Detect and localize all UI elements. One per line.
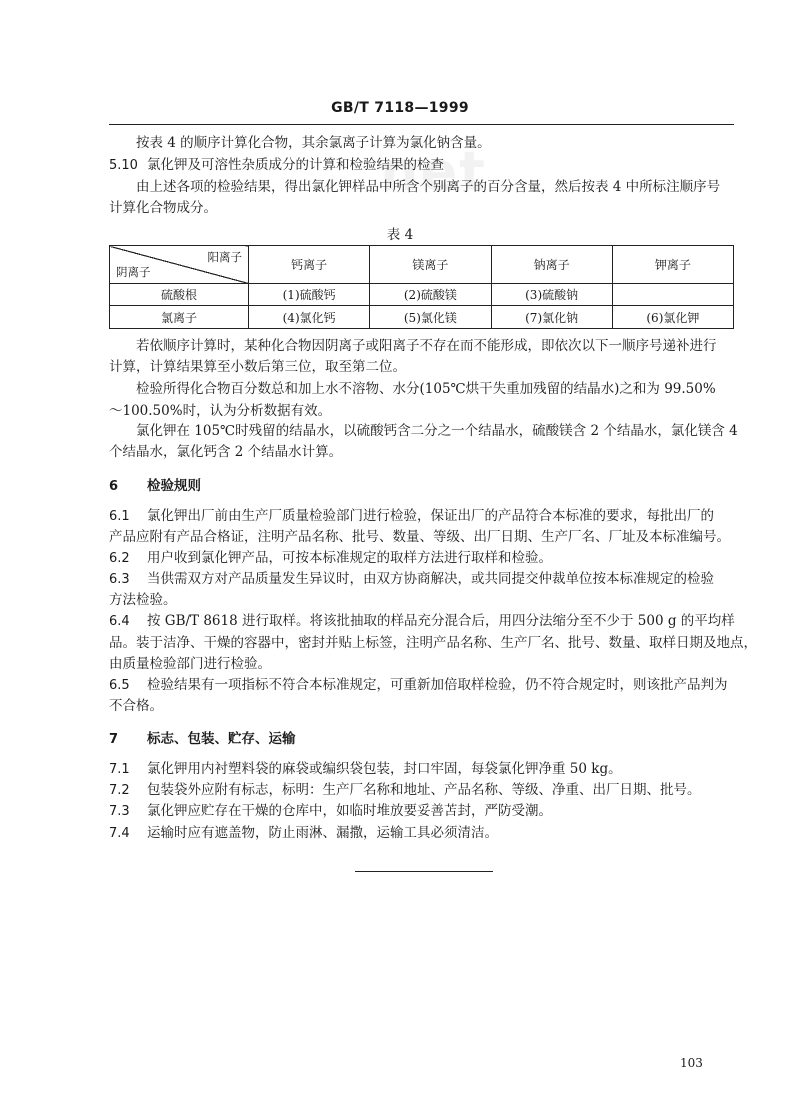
table-cell: (6)氯化钾 [612, 306, 733, 329]
clause-text: 当供需双方对产品质量发生异议时，由双方协商解决，或共同提交仲裁单位按本标准规定的检验 [147, 571, 714, 587]
clause-number: 6.4 [109, 614, 130, 629]
clause-line: 不合格。 [109, 698, 163, 714]
body-line: 若依顺序计算时，某种化合物因阴离子或阳离子不存在而不能形成，即依次以下一顺序号递补进行 [136, 338, 717, 354]
table-cell: (7)氯化钠 [491, 306, 612, 329]
cation-header: 钾离子 [612, 246, 733, 284]
clause-6-1 [109, 507, 714, 526]
clause-line: 方法检验。 [109, 592, 177, 608]
clause-number: 7.1 [109, 762, 130, 777]
clause-text: 氯化钾应贮存在干燥的仓库中，如临时堆放要妥善苫封，严防受潮。 [147, 803, 552, 819]
clause-6-5 [109, 676, 728, 695]
clause-5-10-line: 由上述各项的检验结果，得出氯化钾样品中所含个别离子的百分含量，然后按表 4 中所标注顺序号 [136, 179, 721, 195]
clause-number: 6.5 [109, 678, 130, 693]
page-number: 103 [680, 1056, 703, 1070]
table-header-row [110, 246, 734, 284]
clause-5-10-heading [109, 156, 444, 175]
body-line: 氯化钾在 105℃时残留的结晶水，以硫酸钙含二分之一个结晶水，硫酸镁含 2 个结晶水，氯化镁含 4 [136, 423, 738, 439]
body-line: 个结晶水，氯化钙含 2 个结晶水计算。 [109, 444, 343, 460]
running-header: GB/T 7118—1999 [331, 100, 469, 116]
section-number: 6 [109, 479, 119, 494]
body-line: 检验所得化合物百分数总和加上水不溶物、水分(105℃烘干失重加残留的结晶水)之和为 99.50% [136, 381, 716, 397]
clause-text: 氯化钾用内衬塑料袋的麻袋或编织袋包装，封口牢固，每袋氯化钾净重 50 kg。 [147, 761, 622, 777]
clause-text: 运输时应有遮盖物，防止雨淋、漏撒，运输工具必须清洁。 [147, 825, 498, 841]
clause-6-4 [109, 612, 735, 631]
cation-corner-label: 阳离子 [207, 250, 242, 264]
table-cell: (2)硫酸镁 [370, 284, 491, 306]
clause-number: 6.2 [109, 551, 130, 566]
anion-label: 硫酸根 [110, 284, 249, 306]
clause-title: 氯化钾及可溶性杂质成分的计算和检验结果的检查 [147, 157, 444, 173]
intro-paragraph: 按表 4 的顺序计算化合物，其余氯离子计算为氯化钠含量。 [136, 135, 491, 151]
watermark: net [380, 140, 487, 203]
anion-corner-label: 阴离子 [116, 265, 151, 279]
table-row [110, 284, 734, 306]
section-number: 7 [109, 732, 119, 747]
clause-text: 氯化钾出厂前由生产厂质量检验部门进行检验，保证出厂的产品符合本标准的要求，每批出厂的 [147, 508, 714, 524]
section-7-heading [109, 730, 296, 749]
clause-6-3 [109, 570, 714, 589]
anion-label: 氯离子 [110, 306, 249, 329]
clause-7-1 [109, 760, 622, 779]
clause-number: 6.1 [109, 509, 130, 524]
clause-line: 品。装于洁净、干燥的容器中，密封并贴上标签，注明产品名称、生产厂名、批号、数量、取样日期及地点， [109, 635, 757, 651]
clause-5-10-line: 计算化合物成分。 [109, 200, 217, 216]
clause-7-3 [109, 802, 552, 821]
body-line: 计算，计算结果算至小数后第三位，取至第二位。 [109, 359, 406, 375]
table-cell [612, 284, 733, 306]
table-cell: (4)氯化钙 [249, 306, 370, 329]
clause-number: 5.10 [109, 158, 138, 173]
section-title: 检验规则 [147, 478, 201, 494]
table-cell: (5)氯化镁 [370, 306, 491, 329]
clause-line: 产品应附有产品合格证，注明产品名称、批号、数量、等级、出厂日期、生产厂名、厂址及本标准编号。 [109, 529, 730, 545]
section-6-heading [109, 477, 201, 496]
clause-number: 7.3 [109, 804, 130, 819]
clause-number: 7.2 [109, 783, 130, 798]
table-cell: (3)硫酸钠 [491, 284, 612, 306]
cation-header: 镁离子 [370, 246, 491, 284]
clause-text: 用户收到氯化钾产品，可按本标准规定的取样方法进行取样和检验。 [147, 550, 552, 566]
table-caption: 表 4 [386, 227, 414, 243]
clause-text: 检验结果有一项指标不符合本标准规定，可重新加倍取样检验，仍不符合规定时，则该批产品判为 [147, 677, 728, 693]
end-of-standard-rule [355, 871, 493, 872]
ion-compound-table [109, 245, 734, 329]
header-rule [109, 124, 734, 125]
table-cell: (1)硫酸钙 [249, 284, 370, 306]
cation-header: 钠离子 [491, 246, 612, 284]
clause-7-2 [109, 781, 701, 800]
clause-text: 包装袋外应附有标志，标明：生产厂名称和地址、产品名称、等级、净重、出厂日期、批号。 [147, 782, 701, 798]
cation-header: 钙离子 [249, 246, 370, 284]
clause-6-2 [109, 549, 552, 568]
clause-number: 6.3 [109, 572, 130, 587]
table-corner-cell [110, 246, 249, 284]
clause-number: 7.4 [109, 826, 130, 841]
body-line: ～100.50%时，认为分析数据有效。 [109, 403, 332, 419]
table-row [110, 306, 734, 329]
clause-line: 由质量检验部门进行检验。 [109, 656, 271, 672]
clause-text: 按 GB/T 8618 进行取样。将该批抽取的样品充分混合后，用四分法缩分至不少于 500 g 的平均样 [147, 613, 735, 629]
clause-7-4 [109, 824, 498, 843]
section-title: 标志、包装、贮存、运输 [147, 731, 296, 747]
